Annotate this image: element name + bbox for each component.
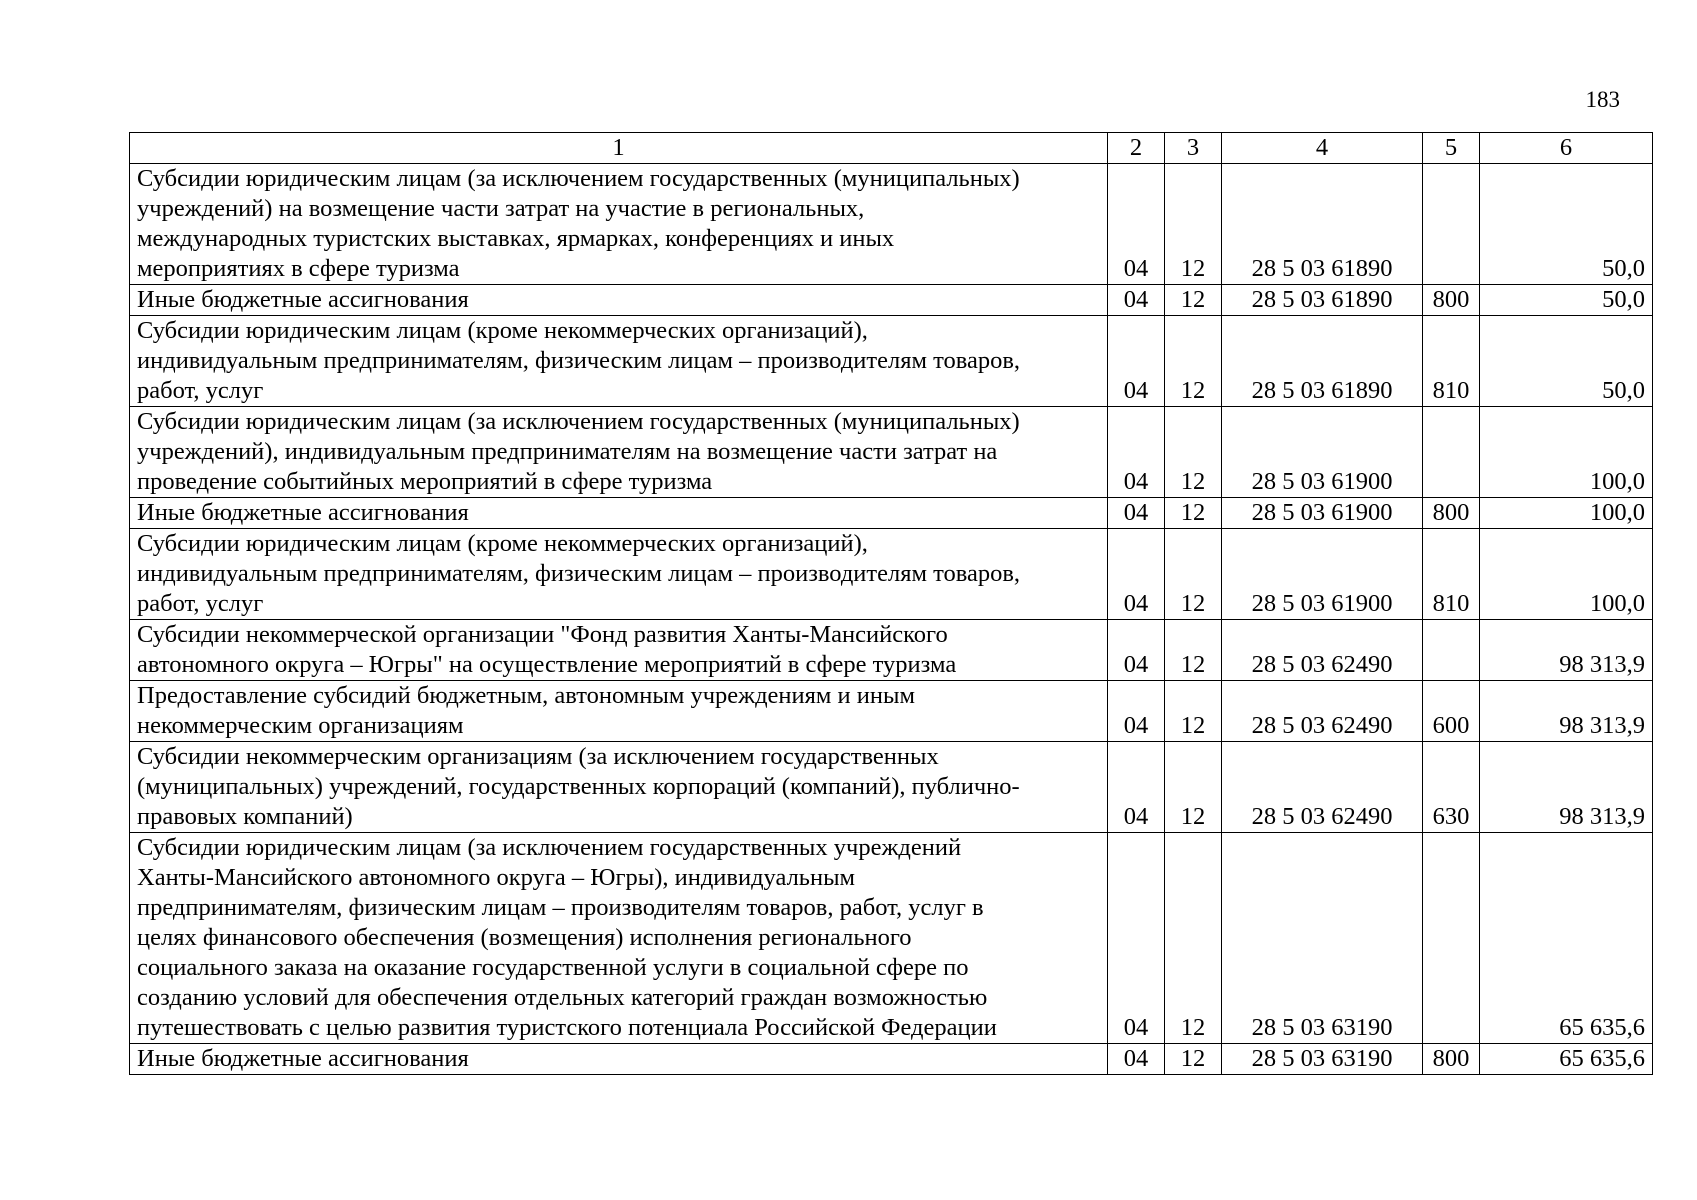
page-number: 183 [1585, 87, 1620, 112]
row-description [130, 285, 1108, 316]
description-line: Иные бюджетные ассигнования [137, 499, 469, 526]
description-line: работ, услуг [137, 377, 264, 404]
table-row [130, 620, 1653, 681]
target-article-cell: 28 5 03 63190 [1222, 833, 1423, 1044]
section-code-cell: 04 [1108, 164, 1165, 285]
expense-type-cell [1423, 620, 1480, 681]
target-article-cell: 28 5 03 62490 [1222, 620, 1423, 681]
table-row [130, 316, 1653, 407]
table-row [130, 529, 1653, 620]
row-description [130, 498, 1108, 529]
description-line: путешествовать с целью развития туристского потенциала Российской Федерации [137, 1014, 997, 1041]
description-line: Иные бюджетные ассигнования [137, 1045, 469, 1072]
expense-type-cell: 800 [1423, 285, 1480, 316]
table-row [130, 498, 1653, 529]
description-line: работ, услуг [137, 590, 264, 617]
target-article-cell: 28 5 03 63190 [1222, 1044, 1423, 1075]
row-description [130, 407, 1108, 498]
row-description [130, 742, 1108, 833]
description-line: Субсидии юридическим лицам (кроме некоммерческих организаций), [137, 317, 868, 344]
column-header-4: 4 [1222, 133, 1423, 164]
target-article-cell: 28 5 03 62490 [1222, 681, 1423, 742]
target-article-cell: 28 5 03 61890 [1222, 285, 1423, 316]
column-header-5: 5 [1423, 133, 1480, 164]
column-header-6: 6 [1480, 133, 1653, 164]
description-line: правовых компаний) [137, 803, 353, 830]
description-line: автономного округа – Югры" на осуществление мероприятий в сфере туризма [137, 651, 957, 678]
column-header-2: 2 [1108, 133, 1165, 164]
target-article-cell: 28 5 03 61890 [1222, 316, 1423, 407]
subsection-code-cell: 12 [1165, 833, 1222, 1044]
description-line: (муниципальных) учреждений, государственных корпораций (компаний), публично- [137, 773, 1020, 800]
section-code-cell: 04 [1108, 1044, 1165, 1075]
subsection-code-cell: 12 [1165, 316, 1222, 407]
expense-type-cell: 810 [1423, 529, 1480, 620]
column-header-1: 1 [130, 133, 1108, 164]
subsection-code-cell: 12 [1165, 620, 1222, 681]
row-description [130, 620, 1108, 681]
table-row [130, 1044, 1653, 1075]
expense-type-cell: 630 [1423, 742, 1480, 833]
amount-cell: 100,0 [1480, 498, 1653, 529]
target-article-cell: 28 5 03 61900 [1222, 407, 1423, 498]
expense-type-cell: 800 [1423, 498, 1480, 529]
target-article-cell: 28 5 03 61890 [1222, 164, 1423, 285]
table-row [130, 164, 1653, 285]
expense-type-cell [1423, 407, 1480, 498]
subsection-code-cell: 12 [1165, 681, 1222, 742]
table-row [130, 681, 1653, 742]
subsection-code-cell: 12 [1165, 1044, 1222, 1075]
description-line: Ханты-Мансийского автономного округа – Югры), индивидуальным [137, 864, 856, 891]
section-code-cell: 04 [1108, 529, 1165, 620]
description-line: Субсидии некоммерческой организации "Фонд развития Ханты-Мансийского [137, 621, 948, 648]
row-description [130, 833, 1108, 1044]
description-line: предпринимателям, физическим лицам – производителям товаров, работ, услуг в [137, 894, 984, 921]
description-line: Субсидии юридическим лицам (кроме некоммерческих организаций), [137, 530, 868, 557]
description-line: Субсидии юридическим лицам (за исключением государственных (муниципальных) [137, 408, 1020, 435]
subsection-code-cell: 12 [1165, 164, 1222, 285]
description-line: Предоставление субсидий бюджетным, автономным учреждениям и иным [137, 682, 915, 709]
expense-type-cell: 600 [1423, 681, 1480, 742]
row-description [130, 529, 1108, 620]
description-line: Субсидии юридическим лицам (за исключением государственных (муниципальных) [137, 165, 1020, 192]
row-description [130, 1044, 1108, 1075]
expense-type-cell [1423, 164, 1480, 285]
description-line: международных туристских выставках, ярмарках, конференциях и иных [137, 225, 895, 252]
section-code-cell: 04 [1108, 742, 1165, 833]
description-line: учреждений), индивидуальным предпринимателям на возмещение части затрат на [137, 438, 998, 465]
subsection-code-cell: 12 [1165, 742, 1222, 833]
amount-cell: 50,0 [1480, 316, 1653, 407]
amount-cell: 98 313,9 [1480, 681, 1653, 742]
table-row [130, 833, 1653, 1044]
row-description [130, 316, 1108, 407]
target-article-cell: 28 5 03 61900 [1222, 498, 1423, 529]
description-line: проведение событийных мероприятий в сфере туризма [137, 468, 713, 495]
amount-cell: 50,0 [1480, 164, 1653, 285]
amount-cell: 65 635,6 [1480, 1044, 1653, 1075]
section-code-cell: 04 [1108, 498, 1165, 529]
budget-table [129, 132, 1653, 1075]
target-article-cell: 28 5 03 61900 [1222, 529, 1423, 620]
description-line: некоммерческим организациям [137, 712, 464, 739]
column-header-3: 3 [1165, 133, 1222, 164]
amount-cell: 98 313,9 [1480, 742, 1653, 833]
description-line: Иные бюджетные ассигнования [137, 286, 469, 313]
table-body [130, 164, 1653, 1075]
target-article-cell: 28 5 03 62490 [1222, 742, 1423, 833]
expense-type-cell: 800 [1423, 1044, 1480, 1075]
subsection-code-cell: 12 [1165, 285, 1222, 316]
row-description [130, 164, 1108, 285]
section-code-cell: 04 [1108, 316, 1165, 407]
description-line: Субсидии юридическим лицам (за исключением государственных учреждений [137, 834, 962, 861]
row-description [130, 681, 1108, 742]
amount-cell: 98 313,9 [1480, 620, 1653, 681]
section-code-cell: 04 [1108, 407, 1165, 498]
table-row [130, 407, 1653, 498]
description-line: учреждений) на возмещение части затрат на участие в региональных, [137, 195, 865, 222]
amount-cell: 50,0 [1480, 285, 1653, 316]
expense-type-cell [1423, 833, 1480, 1044]
section-code-cell: 04 [1108, 833, 1165, 1044]
section-code-cell: 04 [1108, 620, 1165, 681]
description-line: целях финансового обеспечения (возмещения) исполнения регионального [137, 924, 912, 951]
subsection-code-cell: 12 [1165, 407, 1222, 498]
table-row [130, 742, 1653, 833]
description-line: мероприятиях в сфере туризма [137, 255, 460, 282]
section-code-cell: 04 [1108, 285, 1165, 316]
description-line: созданию условий для обеспечения отдельных категорий граждан возможностью [137, 984, 988, 1011]
subsection-code-cell: 12 [1165, 529, 1222, 620]
description-line: Субсидии некоммерческим организациям (за исключением государственных [137, 743, 939, 770]
amount-cell: 100,0 [1480, 407, 1653, 498]
subsection-code-cell: 12 [1165, 498, 1222, 529]
amount-cell: 100,0 [1480, 529, 1653, 620]
table-row [130, 285, 1653, 316]
description-line: индивидуальным предпринимателям, физическим лицам – производителям товаров, [137, 560, 1021, 587]
amount-cell: 65 635,6 [1480, 833, 1653, 1044]
section-code-cell: 04 [1108, 681, 1165, 742]
table-header-row [130, 133, 1653, 164]
expense-type-cell: 810 [1423, 316, 1480, 407]
description-line: индивидуальным предпринимателям, физическим лицам – производителям товаров, [137, 347, 1021, 374]
description-line: социального заказа на оказание государственной услуги в социальной сфере по [137, 954, 969, 981]
